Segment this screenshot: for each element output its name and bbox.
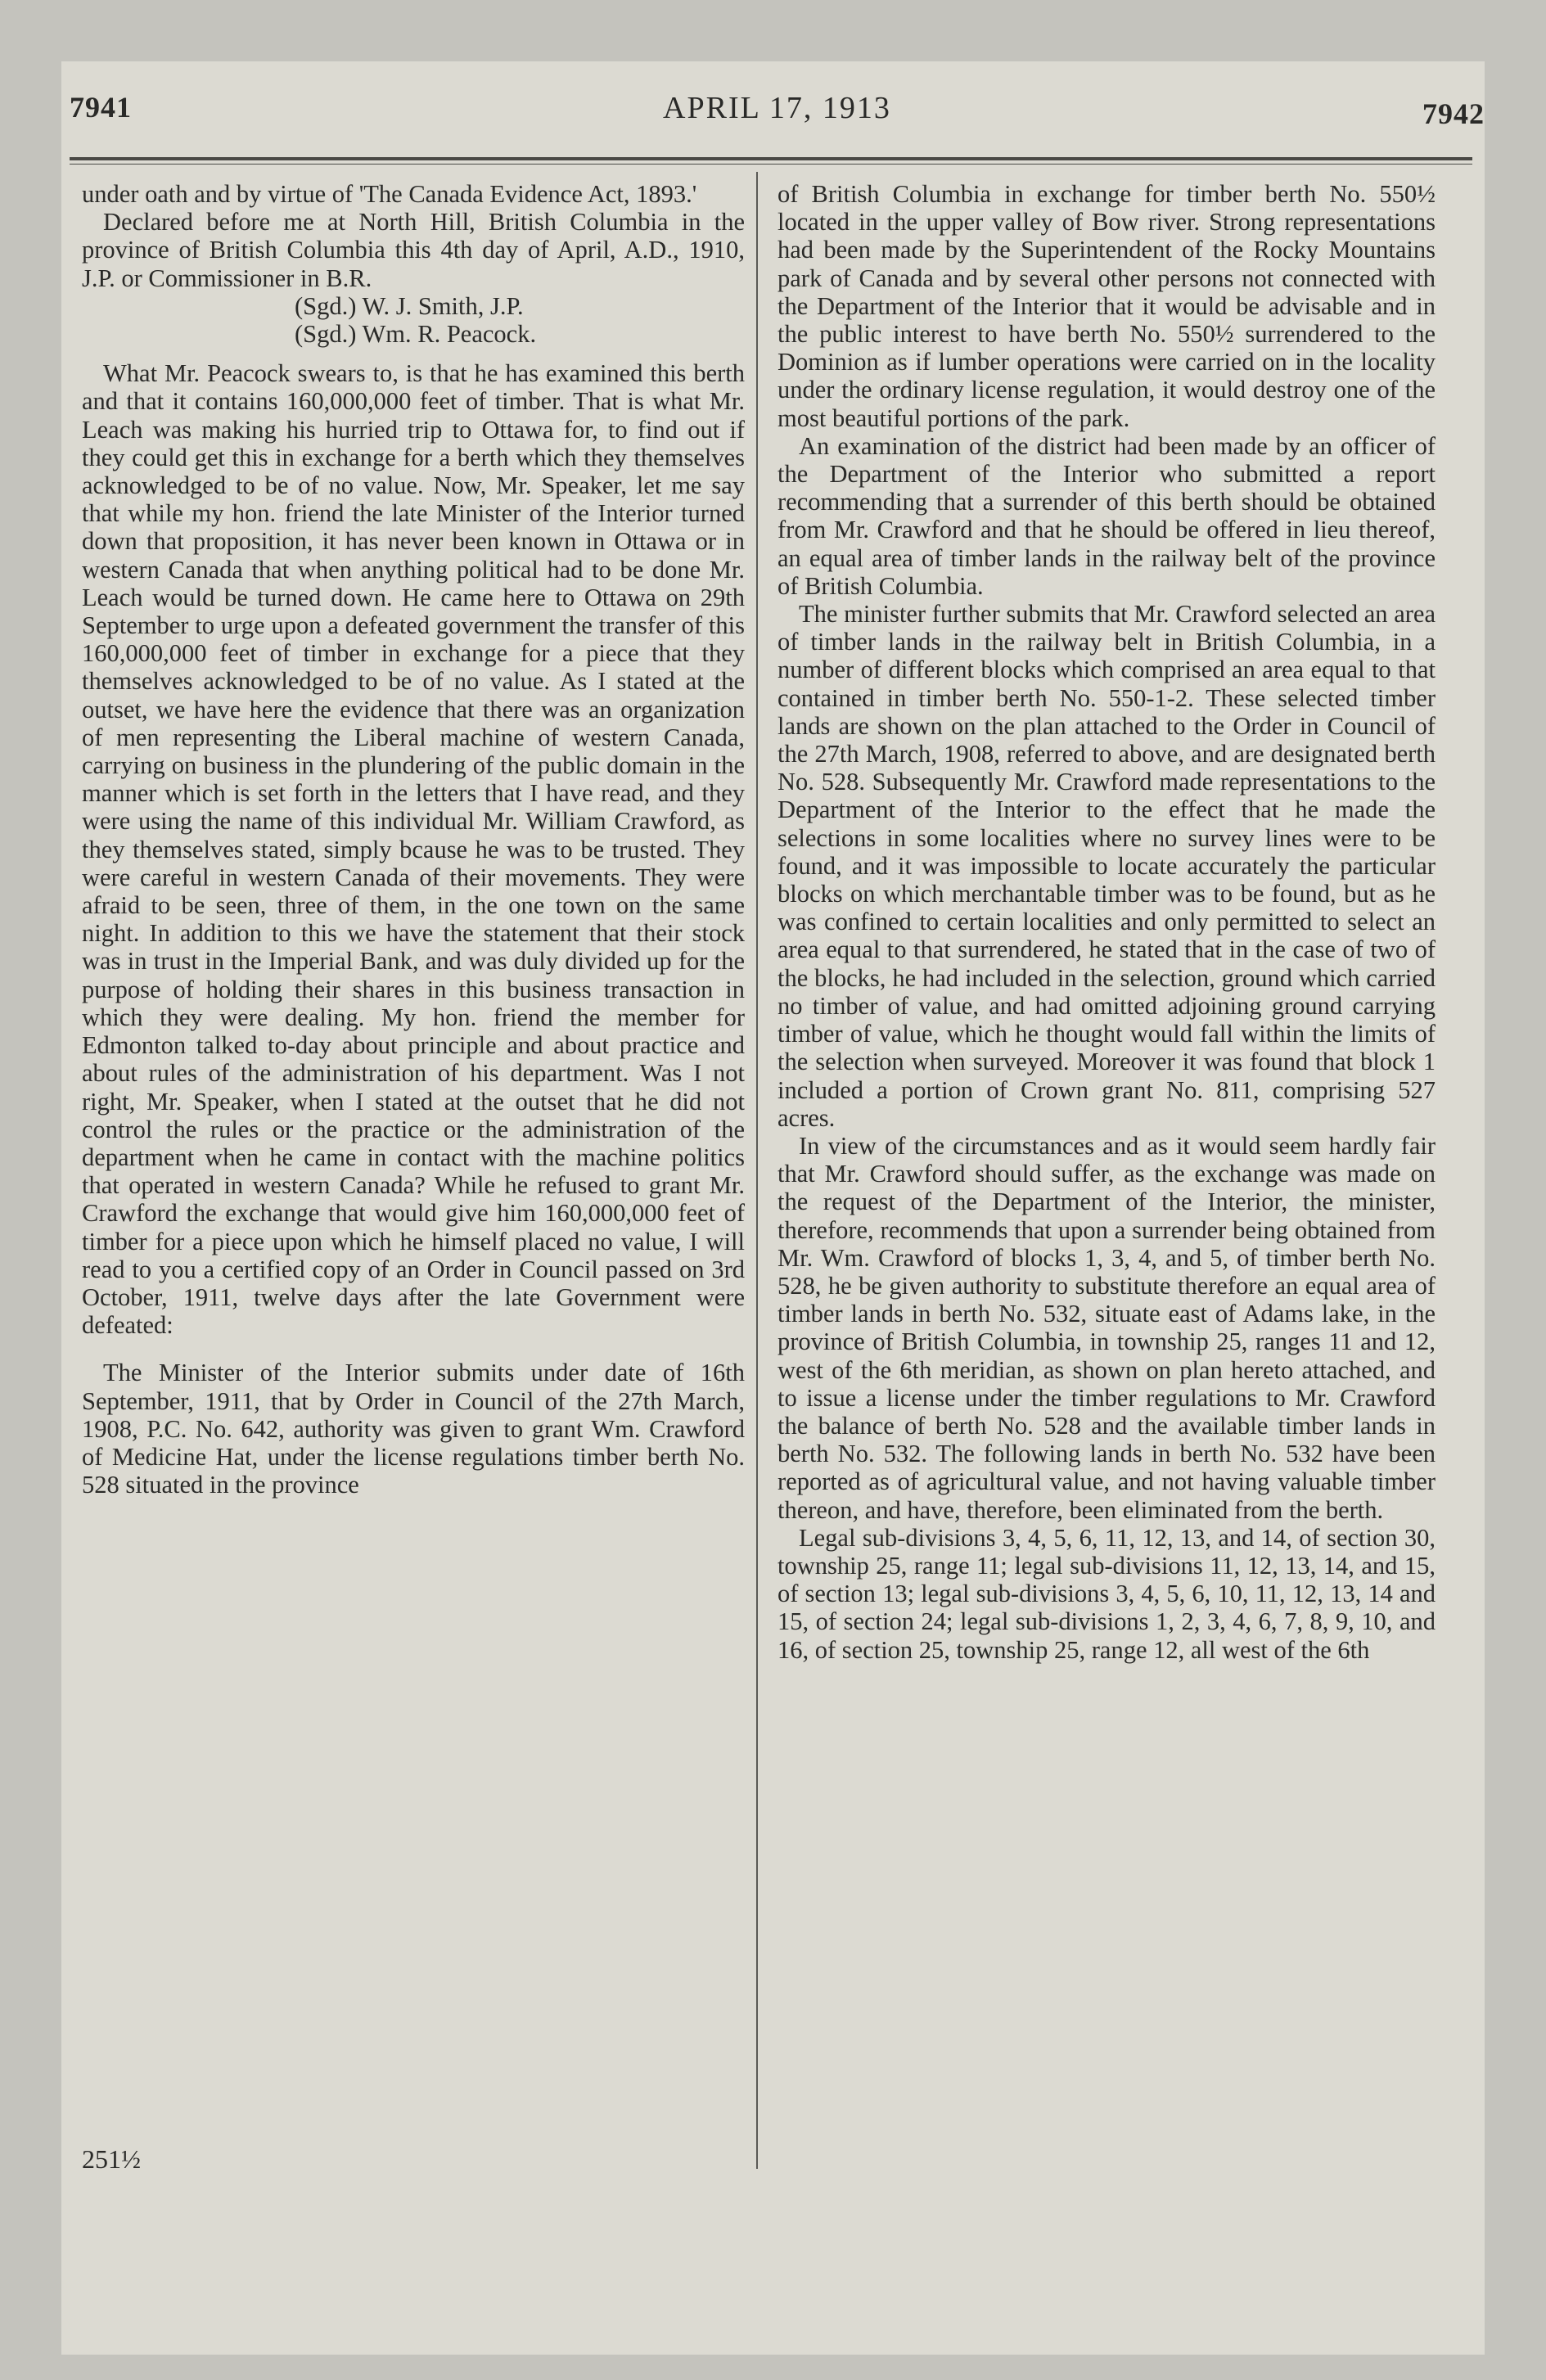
right-para-4: In view of the circumstances and as it would seem hardly fair that Mr. Crawford should suffer, as the exchange was made on the request of the Department of the Interior, the minister, therefore, recommends that upon a surrender being obtained from Mr. Wm. Crawford of blocks 1, 3, 4, and 5, of timber berth No. 528, he be given authority to substitute therefore an equal area of timber lands in berth No. 532, situate east of Adams lake, in the province of British Columbia, in township 25, ranges 11 and 12, west of the 6th meridian, as shown on plan hereto attached, and to issue a license under the timber regulations to Mr. Crawford the balance of berth No. 528 and the available timber lands in berth No. 532. The following lands in berth No. 532 have been reported as of agricultural value, and not having valuable timber thereon, and have, therefore, been eliminated from the berth. — [778, 1131, 1436, 1524]
right-para-2: An examination of the district had been made by an officer of the Department of the Interior who submitted a report recommending that a surrender of this berth should be obtained from Mr. Crawford and that he should be offered in lieu thereof, an equal area of timber lands in the railway belt of the province of British Columbia. — [778, 431, 1436, 600]
page-number-left: 7941 — [70, 91, 132, 124]
left-para-2: Declared before me at North Hill, British Columbia in the province of British Columbia this 4th day of April, A.D., 1910, J.P. or Commissioner in B.R. — [82, 208, 745, 292]
right-para-3: The minister further submits that Mr. Crawford selected an area of timber lands in the railway belt in British Columbia, in a number of different blocks which comprised an area equal to that contained in timber berth No. 550-1-2. These selected timber lands are shown on the plan attached to the Order in Council of the 27th March, 1908, referred to above, and are designated berth No. 528. Subsequently Mr. Crawford made representations to the Department of the Interior to the effect that he made the selections in some localities where no survey lines were to be found, and it was impossible to locate accurately the particular blocks on which merchantable timber was to be found, but as he was confined to certain localities and only permitted to select an area equal to that surrendered, he stated that in the case of two of the blocks, he had included in the selection, ground which carried no timber of value, and had omitted adjoining ground carrying timber of value, which he thought would fall within the limits of the selection when surveyed. Moreover it was found that block 1 included a portion of Crown grant No. 811, comprising 527 acres. — [778, 600, 1436, 1132]
left-para-1: under oath and by virtue of 'The Canada Evidence Act, 1893.' — [82, 180, 697, 208]
left-column — [82, 180, 745, 1499]
right-para-5: Legal sub-divisions 3, 4, 5, 6, 11, 12, 13, and 14, of section 30, township 25, range 11; legal sub-divisions 11, 12, 13, 14, and 15, of section 13; legal sub-divisions 3, 4, 5, 6, 10, 11, 12, 13, 14 and 15, of section 24; legal sub-divisions 1, 2, 3, 4, 6, 7, 8, 9, 10, and 16, of section 25, township 25, range 12, all west of the 6th — [778, 1523, 1436, 1664]
header-rule-thin — [70, 164, 1472, 165]
folio-number: 251½ — [82, 2144, 141, 2174]
left-para-4: The Minister of the Interior submits under date of 16th September, 1911, that by Order in Council of the 27th March, 1908, P.C. No. 642, authority was given to grant Wm. Crawford of Medicine Hat, under the license regulations timber berth No. 528 situated in the province — [82, 1359, 745, 1499]
signature-peacock: (Sgd.) Wm. R. Peacock. — [295, 320, 537, 349]
page-header — [70, 90, 1485, 139]
column-divider — [756, 172, 758, 2169]
page-number-right: 7942 — [1422, 97, 1485, 130]
page-date: APRIL 17, 1913 — [663, 91, 891, 125]
right-column — [778, 180, 1436, 1664]
header-rule-thick — [70, 157, 1472, 160]
signature-smith: (Sgd.) W. J. Smith, J.P. — [295, 291, 524, 320]
right-para-1: of British Columbia in exchange for timber berth No. 550½ located in the upper valley of Bow river. Strong representations had been made by the Superintendent of the Rocky Mountains park of Canada and by several other persons not connected with the Department of the Interior that it would be advisable and in the public interest to have berth No. 550½ surrendered to the Dominion as if lumber operations were carried on in the locality under the ordinary license regulation, it would destroy one of the most beautiful portions of the park. — [778, 180, 1436, 432]
left-para-3: What Mr. Peacock swears to, is that he has examined this berth and that it contains 160,000,000 feet of timber. That is what Mr. Leach was making his hurried trip to Ottawa for, to find out if they could get this in exchange for a berth which they themselves acknowledged to be of no value. Now, Mr. Speaker, let me say that while my hon. friend the late Minister of the Interior turned down that proposition, it has never been known in Ottawa or in western Canada that when anything political had to be done Mr. Leach would be turned down. He came here to Ottawa on 29th September to urge upon a defeated government the transfer of this 160,000,000 feet of timber in exchange for a piece that they themselves acknowledged to be of no value. As I stated at the outset, we have here the evidence that there was an organization of men representing the Liberal machine of western Canada, carrying on business in the plundering of the public domain in the manner which is set forth in the letters that I have read, and they were using the name of this individual Mr. William Crawford, as they themselves stated, simply bcause he was to be trusted. They were careful in western Canada of their movements. They were afraid to be seen, three of them, in the one town on the same night. In addition to this we have the statement that their stock was in trust in the Imperial Bank, and was duly divided up for the purpose of holding their shares in this business transaction in which they were dealing. My hon. friend the member for Edmonton talked to-day about principle and about practice and about rules of the administration of his department. Was I not right, Mr. Speaker, when I stated at the outset that he did not control the rules or the practice or the administration of the department when he came in contact with the machine politics that operated in western Canada? While he refused to grant Mr. Crawford the exchange that would give him 160,000,000 feet of timber for a piece upon which he himself placed no value, I will read to you a certified copy of an Order in Council passed on 3rd October, 1911, twelve days after the late Government were defeated: — [82, 359, 745, 1340]
